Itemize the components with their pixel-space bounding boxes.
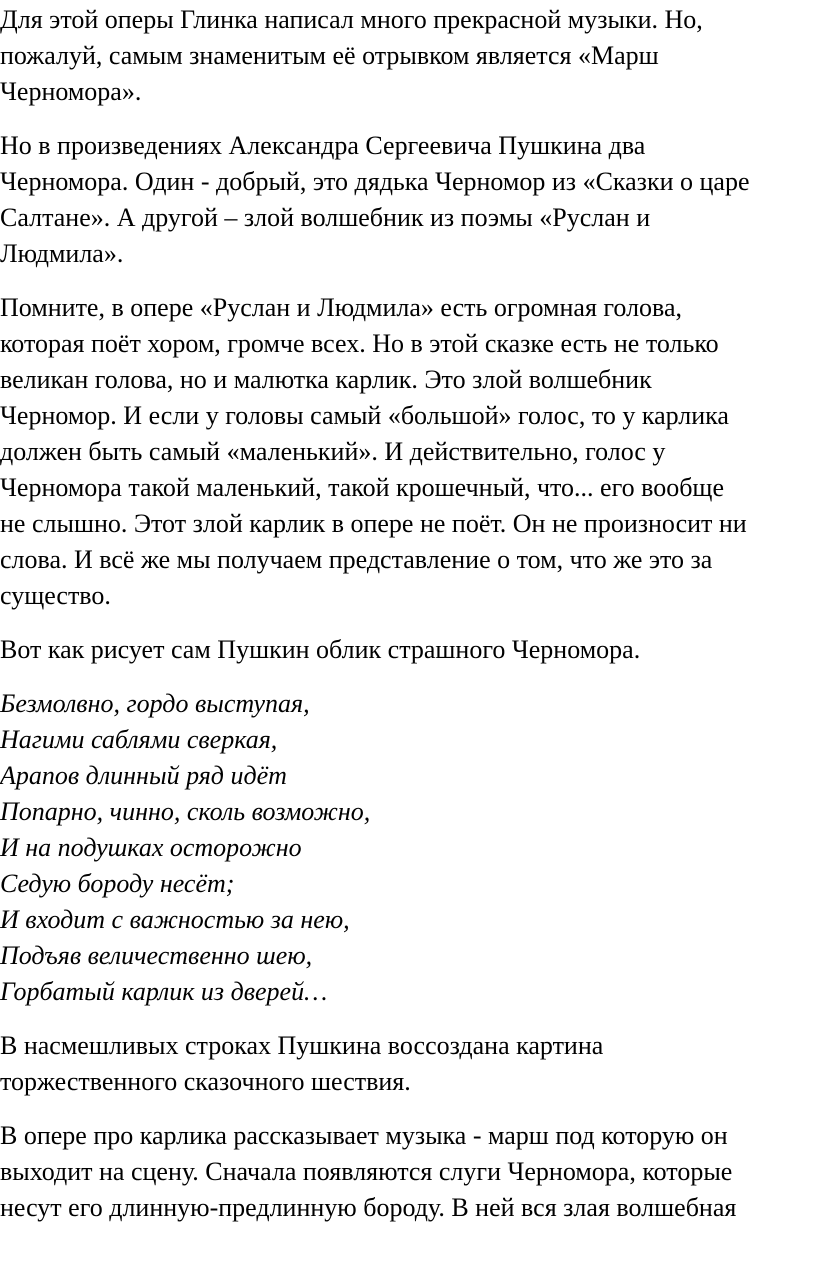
text-line: Людмила». (0, 239, 124, 268)
text-line: пожалуй, самым знаменитым её отрывком является «Марш (0, 41, 659, 70)
paragraph-march (0, 1118, 812, 1226)
text-line: существо. (0, 581, 111, 610)
poem-line: Нагими саблями сверкая, (0, 725, 278, 754)
paragraph-procession (0, 1028, 812, 1100)
text-line: Черномора». (0, 77, 142, 106)
text-line: великан голова, но и малютка карлик. Это злой волшебник (0, 365, 652, 394)
text-line: Черномора. Один - добрый, это дядька Черномор из «Сказки о царе (0, 167, 750, 196)
text-line: Для этой оперы Глинка написал много прекрасной музыки. Но, (0, 5, 703, 34)
poem-line: И на подушках осторожно (0, 833, 302, 862)
text-line: которая поёт хором, громче всех. Но в этой сказке есть не только (0, 329, 719, 358)
document-page (0, 2, 812, 1244)
poem-quote (0, 686, 812, 1010)
text-line: Черномор. И если у головы самый «большой» голос, то у карлика (0, 401, 729, 430)
text-line: несут его длинную-предлинную бороду. В ней вся злая волшебная (0, 1193, 737, 1222)
poem-line: Подъяв величественно шею, (0, 941, 313, 970)
text-line: выходит на сцену. Сначала появляются слуги Черномора, которые (0, 1157, 733, 1186)
paragraph-two-chernomors (0, 128, 812, 272)
text-line: Черномора такой маленький, такой крошечный, что... его вообще (0, 473, 724, 502)
poem-line: Седую бороду несёт; (0, 869, 235, 898)
poem-line: И входит с важностью за нею, (0, 905, 350, 934)
text-line: слова. И всё же мы получаем представление о том, что же это за (0, 545, 713, 574)
text-line: Салтане». А другой – злой волшебник из поэмы «Руслан и (0, 203, 651, 232)
text-line: В насмешливых строках Пушкина воссоздана картина (0, 1031, 604, 1060)
text-line: Но в произведениях Александра Сергеевича Пушкина два (0, 131, 646, 160)
paragraph-glinka-opera (0, 2, 812, 110)
text-line: не слышно. Этот злой карлик в опере не поёт. Он не произносит ни (0, 509, 747, 538)
text-line: Вот как рисует сам Пушкин облик страшного Черномора. (0, 635, 641, 664)
paragraph-pushkin-intro (0, 632, 812, 668)
text-line: В опере про карлика рассказывает музыка - марш под которую он (0, 1121, 728, 1150)
poem-line: Арапов длинный ряд идёт (0, 761, 287, 790)
text-line: Помните, в опере «Руслан и Людмила» есть огромная голова, (0, 293, 683, 322)
text-line: торжественного сказочного шествия. (0, 1067, 411, 1096)
poem-line: Горбатый карлик из дверей… (0, 977, 328, 1006)
poem-line: Безмолвно, гордо выступая, (0, 689, 310, 718)
poem-line: Попарно, чинно, сколь возможно, (0, 797, 371, 826)
paragraph-head-and-dwarf (0, 290, 812, 614)
text-line: должен быть самый «маленький». И действительно, голос у (0, 437, 666, 466)
